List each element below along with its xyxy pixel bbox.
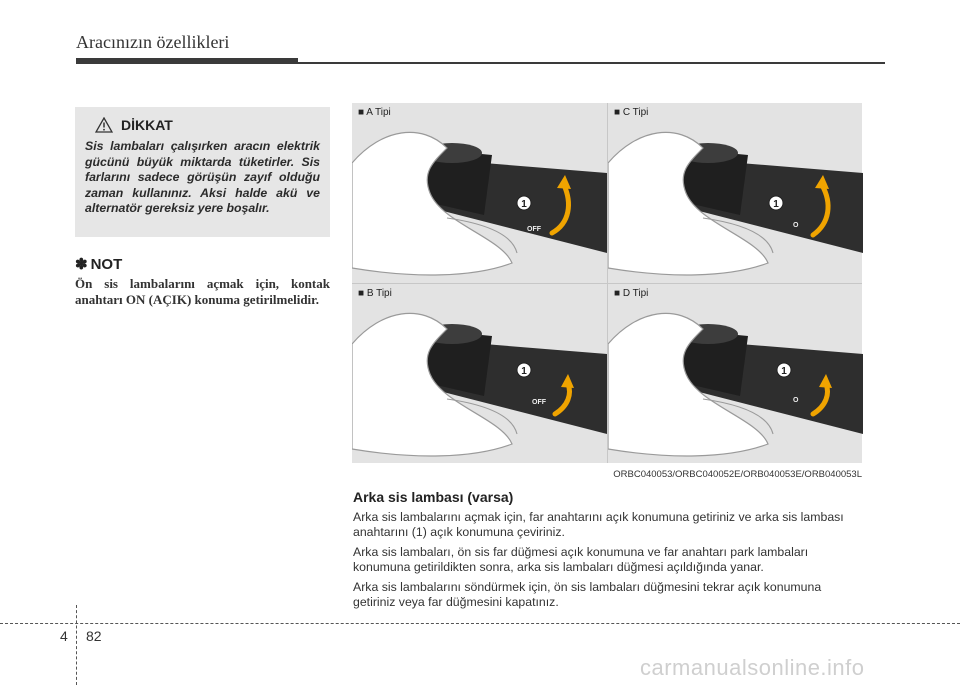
off-label: OFF: [527, 226, 541, 233]
figure-divider-horizontal: [352, 283, 862, 284]
figure-caption: ORBC040053/ORBC040052E/ORB040053E/ORB040053L: [613, 469, 862, 480]
panel-label: ■ A Tipi: [358, 107, 391, 118]
note-title: NOT: [90, 255, 123, 273]
off-label: OFF: [532, 399, 546, 406]
header-rule-thick: [76, 58, 298, 64]
caution-box: [75, 107, 330, 237]
body-paragraph: Arka sis lambaları, ön sis far düğmesi açık konumuna ve far anahtarı park lambaları konumuna getirildikten sonra, arka sis lambaları düğmesi açıldığında yanar.: [353, 545, 809, 574]
chapter-number: 4: [60, 628, 68, 644]
callout-number: 1: [773, 199, 779, 210]
panel-label: ■ D Tipi: [614, 288, 649, 299]
panel-type-b: [352, 284, 607, 462]
panel-type-c: [608, 103, 863, 281]
caution-title: DİKKAT: [121, 117, 173, 133]
caution-header: [95, 117, 320, 133]
note-text: Ön sis lambalarını açmak için, kontak anahtarı ON (AÇIK) konuma getirilmelidir.: [75, 276, 330, 307]
callout-number: 1: [521, 366, 527, 377]
warning-triangle-icon: [95, 117, 113, 133]
stalk-illustration-c: [608, 103, 863, 281]
light-switch-figure: [352, 103, 862, 463]
caution-text: Sis lambaları çalışırken aracın elektrik gücünü büyük miktarda tüketirler. Sis farlarını sadece görüşün zayıf olduğu zaman kullanınız. Aksi halde akü ve alternatör gereksiz yere boşalır.: [85, 139, 320, 215]
off-label: O: [793, 397, 799, 404]
section-title: Arka sis lambası (varsa): [353, 489, 514, 505]
body-paragraph: Arka sis lambalarını açmak için, far anahtarını açık konumuna getiriniz ve arka sis lambası anahtarını (1) açık konumuna çeviriniz.: [353, 510, 844, 539]
panel-type-d: [608, 284, 863, 462]
stalk-illustration-b: [352, 284, 607, 462]
page-number: 82: [86, 628, 102, 644]
off-label: O: [793, 222, 799, 229]
callout-number: 1: [521, 199, 527, 210]
section-body: [353, 510, 863, 615]
stalk-illustration-a: [352, 103, 607, 281]
callout-number: 1: [781, 366, 787, 377]
footer-dashed-divider: [76, 605, 77, 685]
panel-type-a: [352, 103, 607, 281]
body-paragraph: Arka sis lambalarını söndürmek için, ön sis lambaları düğmesini tekrar açık konumuna getiriniz veya far düğmesini kapatınız.: [353, 580, 822, 609]
stalk-illustration-d: [608, 284, 863, 462]
note-header: [75, 255, 330, 273]
note-star-icon: ✽: [75, 256, 88, 273]
watermark: carmanualsonline.info: [640, 655, 865, 680]
panel-label: ■ B Tipi: [358, 288, 392, 299]
page-header-title: Aracınızın özellikleri: [76, 32, 230, 52]
header-rule-thin: [298, 62, 885, 64]
panel-label: ■ C Tipi: [614, 107, 649, 118]
footer-dashed-line: [0, 623, 960, 624]
note-block: [75, 255, 330, 308]
